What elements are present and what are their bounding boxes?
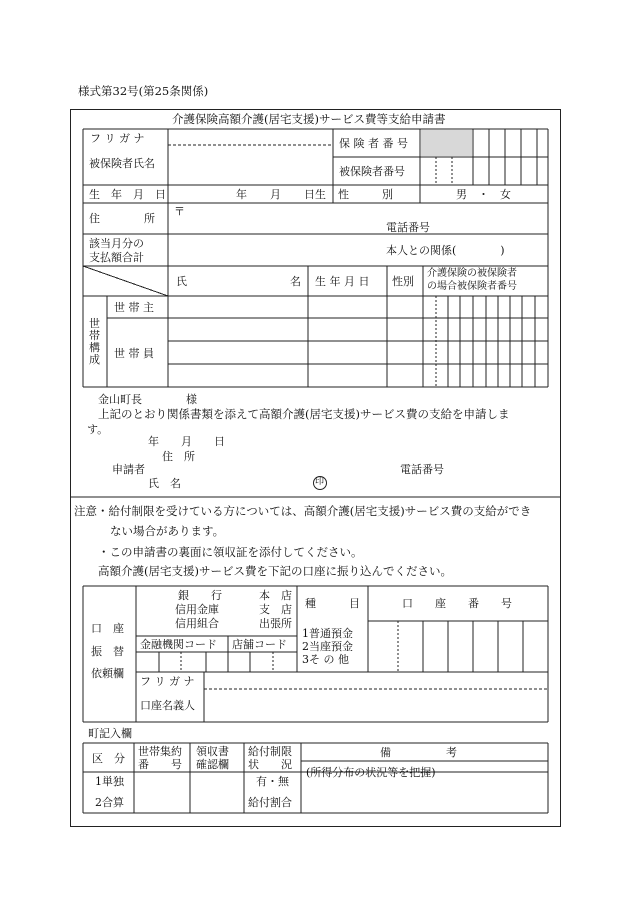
applicant-label: 申請者 [112, 463, 145, 476]
seal-mark: 印 [315, 477, 325, 487]
monthly-total-label-2: 支払額合計 [89, 251, 144, 264]
household-number-header-1: 世帯集約 [138, 745, 182, 758]
monthly-total-label-1: 該当月分の [89, 237, 144, 250]
bank-type-1: 銀 行 [178, 589, 222, 602]
sex-options: 男 ・ 女 [456, 188, 511, 201]
kubun-single: 1単独 [95, 775, 124, 788]
insurer-number-label: 保 険 者 番 号 [339, 137, 408, 150]
branch-type-3: 出張所 [259, 617, 292, 630]
household-number-col-1: 介護保険の被保険者 [427, 268, 517, 279]
applicant-name-label: 氏 名 [148, 477, 181, 490]
household-head-label: 世 帯 主 [114, 301, 154, 314]
birth-day: 日生 [304, 188, 326, 201]
limit-header-1: 給付制限 [248, 745, 292, 758]
address-label: 住 所 [89, 212, 155, 225]
account-type-1: 1普通預金 [302, 627, 353, 640]
birth-year: 年 [236, 188, 247, 201]
holder-name-label: 口座名義人 [140, 699, 195, 712]
birth-date-label: 生 年 月 日 [89, 188, 166, 201]
bank-side-label-3: 依頼欄 [91, 667, 124, 680]
household-birth-col: 生 年 月 日 [315, 275, 370, 288]
limit-header-2: 状 況 [248, 758, 292, 771]
household-vertical-1: 世 [89, 317, 100, 330]
account-type-3: 3そ の 他 [302, 653, 349, 666]
institution-code-label: 金融機関コード [140, 638, 217, 651]
request-date: 年 月 日 [148, 435, 225, 448]
branch-type-1: 本 店 [259, 589, 292, 602]
household-number-col-2: の場合被保険者番号 [427, 281, 517, 292]
benefit-ratio: 給付割合 [248, 796, 292, 809]
note-line-1: 注意・給付制限を受けている方については、高額介護(居宅支援)サービス費の支給ができ [74, 504, 532, 518]
kubun-header: 区 分 [92, 752, 125, 765]
bank-type-3: 信用組合 [175, 617, 219, 630]
account-type-label: 種 目 [305, 597, 360, 610]
insured-name-label: 被保険者氏名 [89, 157, 155, 170]
bank-type-2: 信用金庫 [175, 603, 219, 616]
limit-yes-no: 有・無 [256, 775, 289, 788]
receipt-header-1: 領収書 [196, 745, 229, 758]
town-section-title: 町記入欄 [88, 727, 132, 740]
receipt-header-2: 確認欄 [196, 758, 229, 771]
household-member-label: 世 帯 員 [114, 347, 154, 360]
applicant-phone-label: 電話番号 [400, 463, 444, 476]
kubun-combined: 2合算 [95, 796, 124, 809]
bank-side-label-2: 振 替 [91, 645, 124, 658]
relation-label: 本人との関係( ) [386, 244, 505, 257]
form-title: 介護保険高額介護(居宅支援)サービス費等支給申請書 [172, 112, 446, 126]
bank-side-label-1: 口 座 [91, 622, 124, 635]
request-body-1: 上記のとおり関係書類を添えて高額介護(居宅支援)サービス費の支給を申請しま [98, 407, 510, 421]
household-vertical-3: 構 [89, 341, 100, 354]
branch-type-2: 支 店 [259, 603, 292, 616]
household-vertical-2: 帯 [89, 329, 100, 342]
household-name-col-1: 氏 [176, 275, 187, 288]
household-vertical-4: 成 [89, 353, 100, 366]
remarks-header: 備 考 [380, 746, 457, 759]
sex-label: 性 別 [338, 188, 393, 201]
request-body-2: す。 [87, 423, 109, 436]
phone-label: 電話番号 [386, 221, 430, 234]
applicant-address-label: 住 所 [162, 450, 195, 463]
branch-code-label: 店舗コード [232, 638, 287, 651]
furigana-label: フ リ ガ ナ [90, 132, 145, 145]
holder-furigana-label: フ リ ガ ナ [140, 675, 195, 688]
household-sex-col: 性別 [392, 275, 414, 288]
note-line-2: ない場合があります。 [110, 524, 225, 538]
birth-month: 月 [270, 188, 281, 201]
account-type-2: 2当座預金 [302, 640, 353, 653]
insured-number-label: 被保険者番号 [339, 165, 405, 178]
note-line-3: ・この申請書の裏面に領収証を添付してください。 [98, 545, 363, 559]
remarks-value: (所得分布の状況等を把握) [306, 766, 436, 779]
postal-mark: 〒 [174, 205, 185, 218]
form-number: 様式第32号(第25条関係) [78, 84, 209, 98]
household-name-col-2: 名 [290, 275, 301, 288]
addressee: 金山町長 様 [98, 393, 197, 406]
account-number-label: 口 座 番 号 [402, 597, 512, 610]
household-number-header-2: 番 号 [138, 758, 182, 771]
transfer-instruction: 高額介護(居宅支援)サービス費を下記の口座に振り込んでください。 [98, 564, 452, 578]
